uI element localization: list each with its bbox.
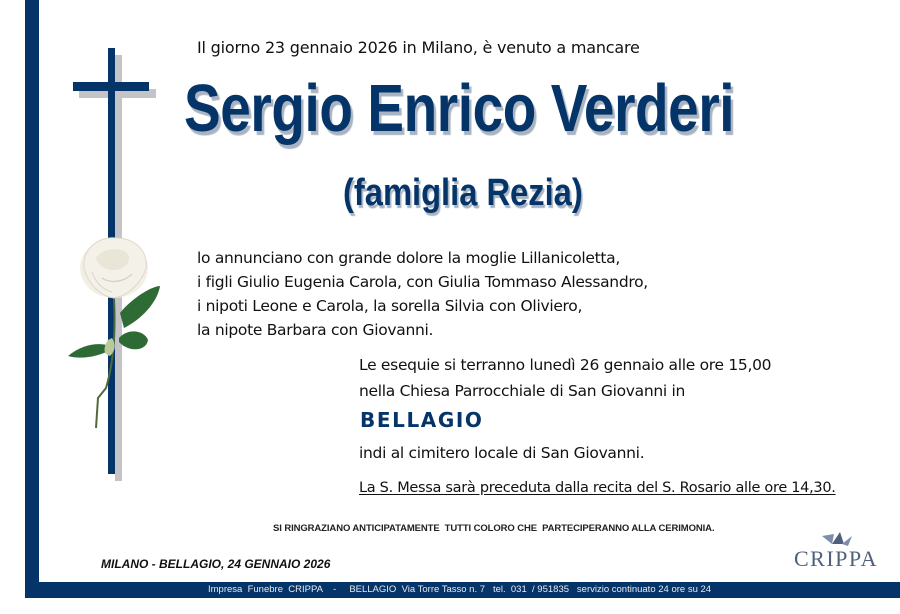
mourners-line: la nipote Barbara con Giovanni. (197, 321, 434, 339)
funeral-place: BELLAGIO (360, 408, 484, 432)
mourners-line: lo annunciano con grande dolore la moglie Lillanicoletta, (197, 249, 621, 267)
thanks-text: SI RINGRAZIANO ANTICIPATAMENTE TUTTI COLORO CHE PARTECIPERANNO ALLA CERIMONIA. (273, 523, 715, 534)
rosary-line: La S. Messa sarà preceduta dalla recita del S. Rosario alle ore 14,30. (359, 480, 836, 496)
white-rose-icon (62, 228, 172, 438)
mourners-list (197, 246, 648, 342)
deceased-name: Sergio Enrico Verderi (184, 71, 735, 146)
left-border-bar (25, 0, 39, 598)
funeral-date-line: Le esequie si terranno lunedì 26 gennaio alle ore 15,00 (359, 356, 772, 374)
footer-contact-text: Impresa Funebre CRIPPA - BELLAGIO Via Torre Tasso n. 7 tel. 031 / 951835 servizio continuato 24 ore su 24 (208, 584, 712, 595)
mourners-line: i figli Giulio Eugenia Carola, con Giulia Tommaso Alessandro, (197, 273, 648, 291)
place-date: MILANO - BELLAGIO, 24 GENNAIO 2026 (101, 557, 331, 571)
crippa-logo (784, 530, 888, 576)
intro-text: Il giorno 23 gennaio 2026 in Milano, è venuto a mancare (197, 38, 640, 57)
mourners-line: i nipoti Leone e Carola, la sorella Silvia con Oliviero, (197, 297, 583, 315)
logo-text: CRIPPA (793, 546, 878, 571)
funeral-church-line: nella Chiesa Parrocchiale di San Giovanni in (359, 382, 686, 400)
funeral-cemetery-line: indi al cimitero locale di San Giovanni. (359, 444, 645, 462)
cross-horizontal-beam (73, 82, 149, 91)
footer-bar (25, 582, 900, 598)
family-name: (famiglia Rezia) (343, 172, 583, 214)
